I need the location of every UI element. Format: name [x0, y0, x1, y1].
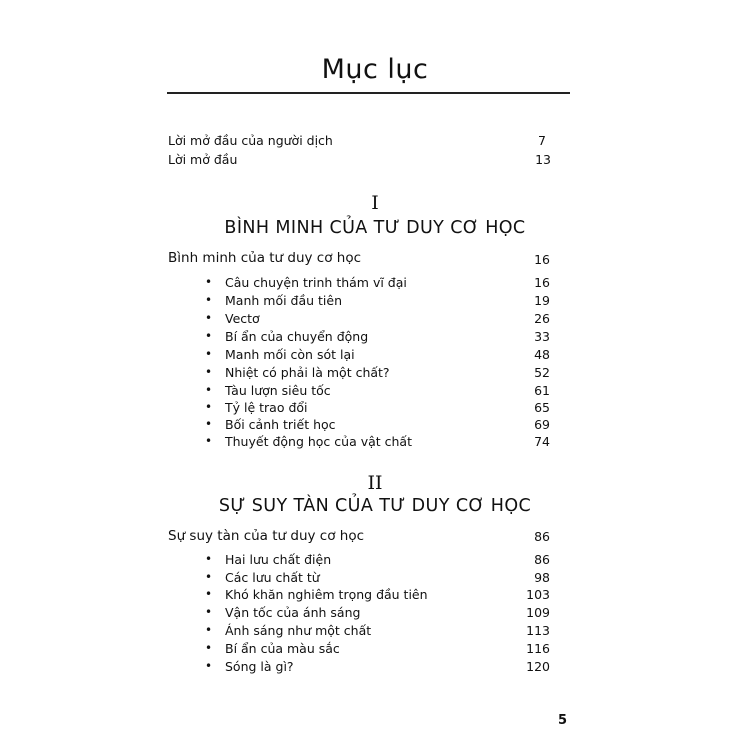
toc-item: Bối cảnh triết học — [225, 417, 336, 432]
page-title: Mục lục — [321, 54, 429, 85]
toc-page-number: 48 — [534, 347, 550, 362]
toc-item: Manh mối còn sót lại — [225, 347, 355, 362]
toc-item: Manh mối đầu tiên — [225, 293, 343, 308]
section-entry: Bình minh của tư duy cơ học — [168, 250, 362, 266]
section-heading: SỰ SUY TÀN CỦA TƯ DUY CƠ HỌC — [218, 496, 532, 516]
bullet: • — [205, 293, 213, 307]
title-underline — [167, 92, 570, 94]
bullet: • — [205, 311, 213, 325]
toc-page-number: 7 — [538, 133, 546, 148]
section-numeral: I — [371, 192, 379, 214]
section-entry: Sự suy tàn của tư duy cơ học — [168, 528, 365, 544]
toc-page-number: 69 — [534, 417, 550, 432]
bullet: • — [205, 383, 213, 397]
toc-item: Tỷ lệ trao đổi — [225, 400, 308, 415]
toc-page-number: 113 — [526, 623, 550, 638]
bullet: • — [205, 570, 213, 584]
toc-page-number: 16 — [534, 252, 550, 267]
toc-page-number: 98 — [534, 570, 550, 585]
toc-page-number: 116 — [526, 641, 550, 656]
toc-page-number: 103 — [526, 587, 550, 602]
bullet: • — [205, 329, 213, 343]
toc-item: Khó khăn nghiêm trọng đầu tiên — [225, 587, 428, 602]
bullet: • — [205, 641, 213, 655]
toc-item: Tàu lượn siêu tốc — [225, 383, 331, 398]
toc-page-number: 26 — [534, 311, 550, 326]
toc-item: Ánh sáng như một chất — [225, 623, 372, 638]
toc-item: Các lưu chất từ — [225, 570, 320, 585]
toc-page-number: 52 — [534, 365, 550, 380]
bullet: • — [205, 587, 213, 601]
bullet: • — [205, 623, 213, 637]
bullet: • — [205, 434, 213, 448]
toc-page-number: 109 — [526, 605, 550, 620]
toc-item: Câu chuyện trinh thám vĩ đại — [225, 275, 407, 290]
bullet: • — [205, 659, 213, 673]
section-heading: BÌNH MINH CỦA TƯ DUY CƠ HỌC — [224, 218, 526, 238]
toc-item: Bí ẩn của chuyển động — [225, 329, 369, 344]
toc-page-number: 74 — [534, 434, 550, 449]
bullet: • — [205, 275, 213, 289]
toc-page-number: 33 — [534, 329, 550, 344]
toc-item: Vectơ — [225, 311, 260, 326]
toc-page-number: 86 — [534, 552, 550, 567]
toc-page-number: 120 — [526, 659, 550, 674]
toc-page-number: 86 — [534, 529, 550, 544]
bullet: • — [205, 605, 213, 619]
page-number: 5 — [558, 713, 568, 728]
bullet: • — [205, 400, 213, 414]
bullet: • — [205, 417, 213, 431]
bullet: • — [205, 365, 213, 379]
toc-entry-preface: Lời mở đầu — [168, 152, 238, 167]
toc-item: Sóng là gì? — [225, 659, 294, 674]
toc-page-number: 65 — [534, 400, 550, 415]
toc-item: Thuyết động học của vật chất — [225, 434, 412, 449]
toc-item: Nhiệt có phải là một chất? — [225, 365, 390, 380]
section-numeral: II — [367, 472, 383, 494]
toc-entry-translator-preface: Lời mở đầu của người dịch — [168, 133, 333, 148]
bullet: • — [205, 347, 213, 361]
toc-item: Vận tốc của ánh sáng — [225, 605, 361, 620]
toc-item: Hai lưu chất điện — [225, 552, 332, 567]
bullet: • — [205, 552, 213, 566]
toc-page-number: 61 — [534, 383, 550, 398]
toc-page-number: 16 — [534, 275, 550, 290]
toc-page-number: 13 — [535, 152, 551, 167]
toc-page-number: 19 — [534, 293, 550, 308]
toc-item: Bí ẩn của màu sắc — [225, 641, 340, 656]
